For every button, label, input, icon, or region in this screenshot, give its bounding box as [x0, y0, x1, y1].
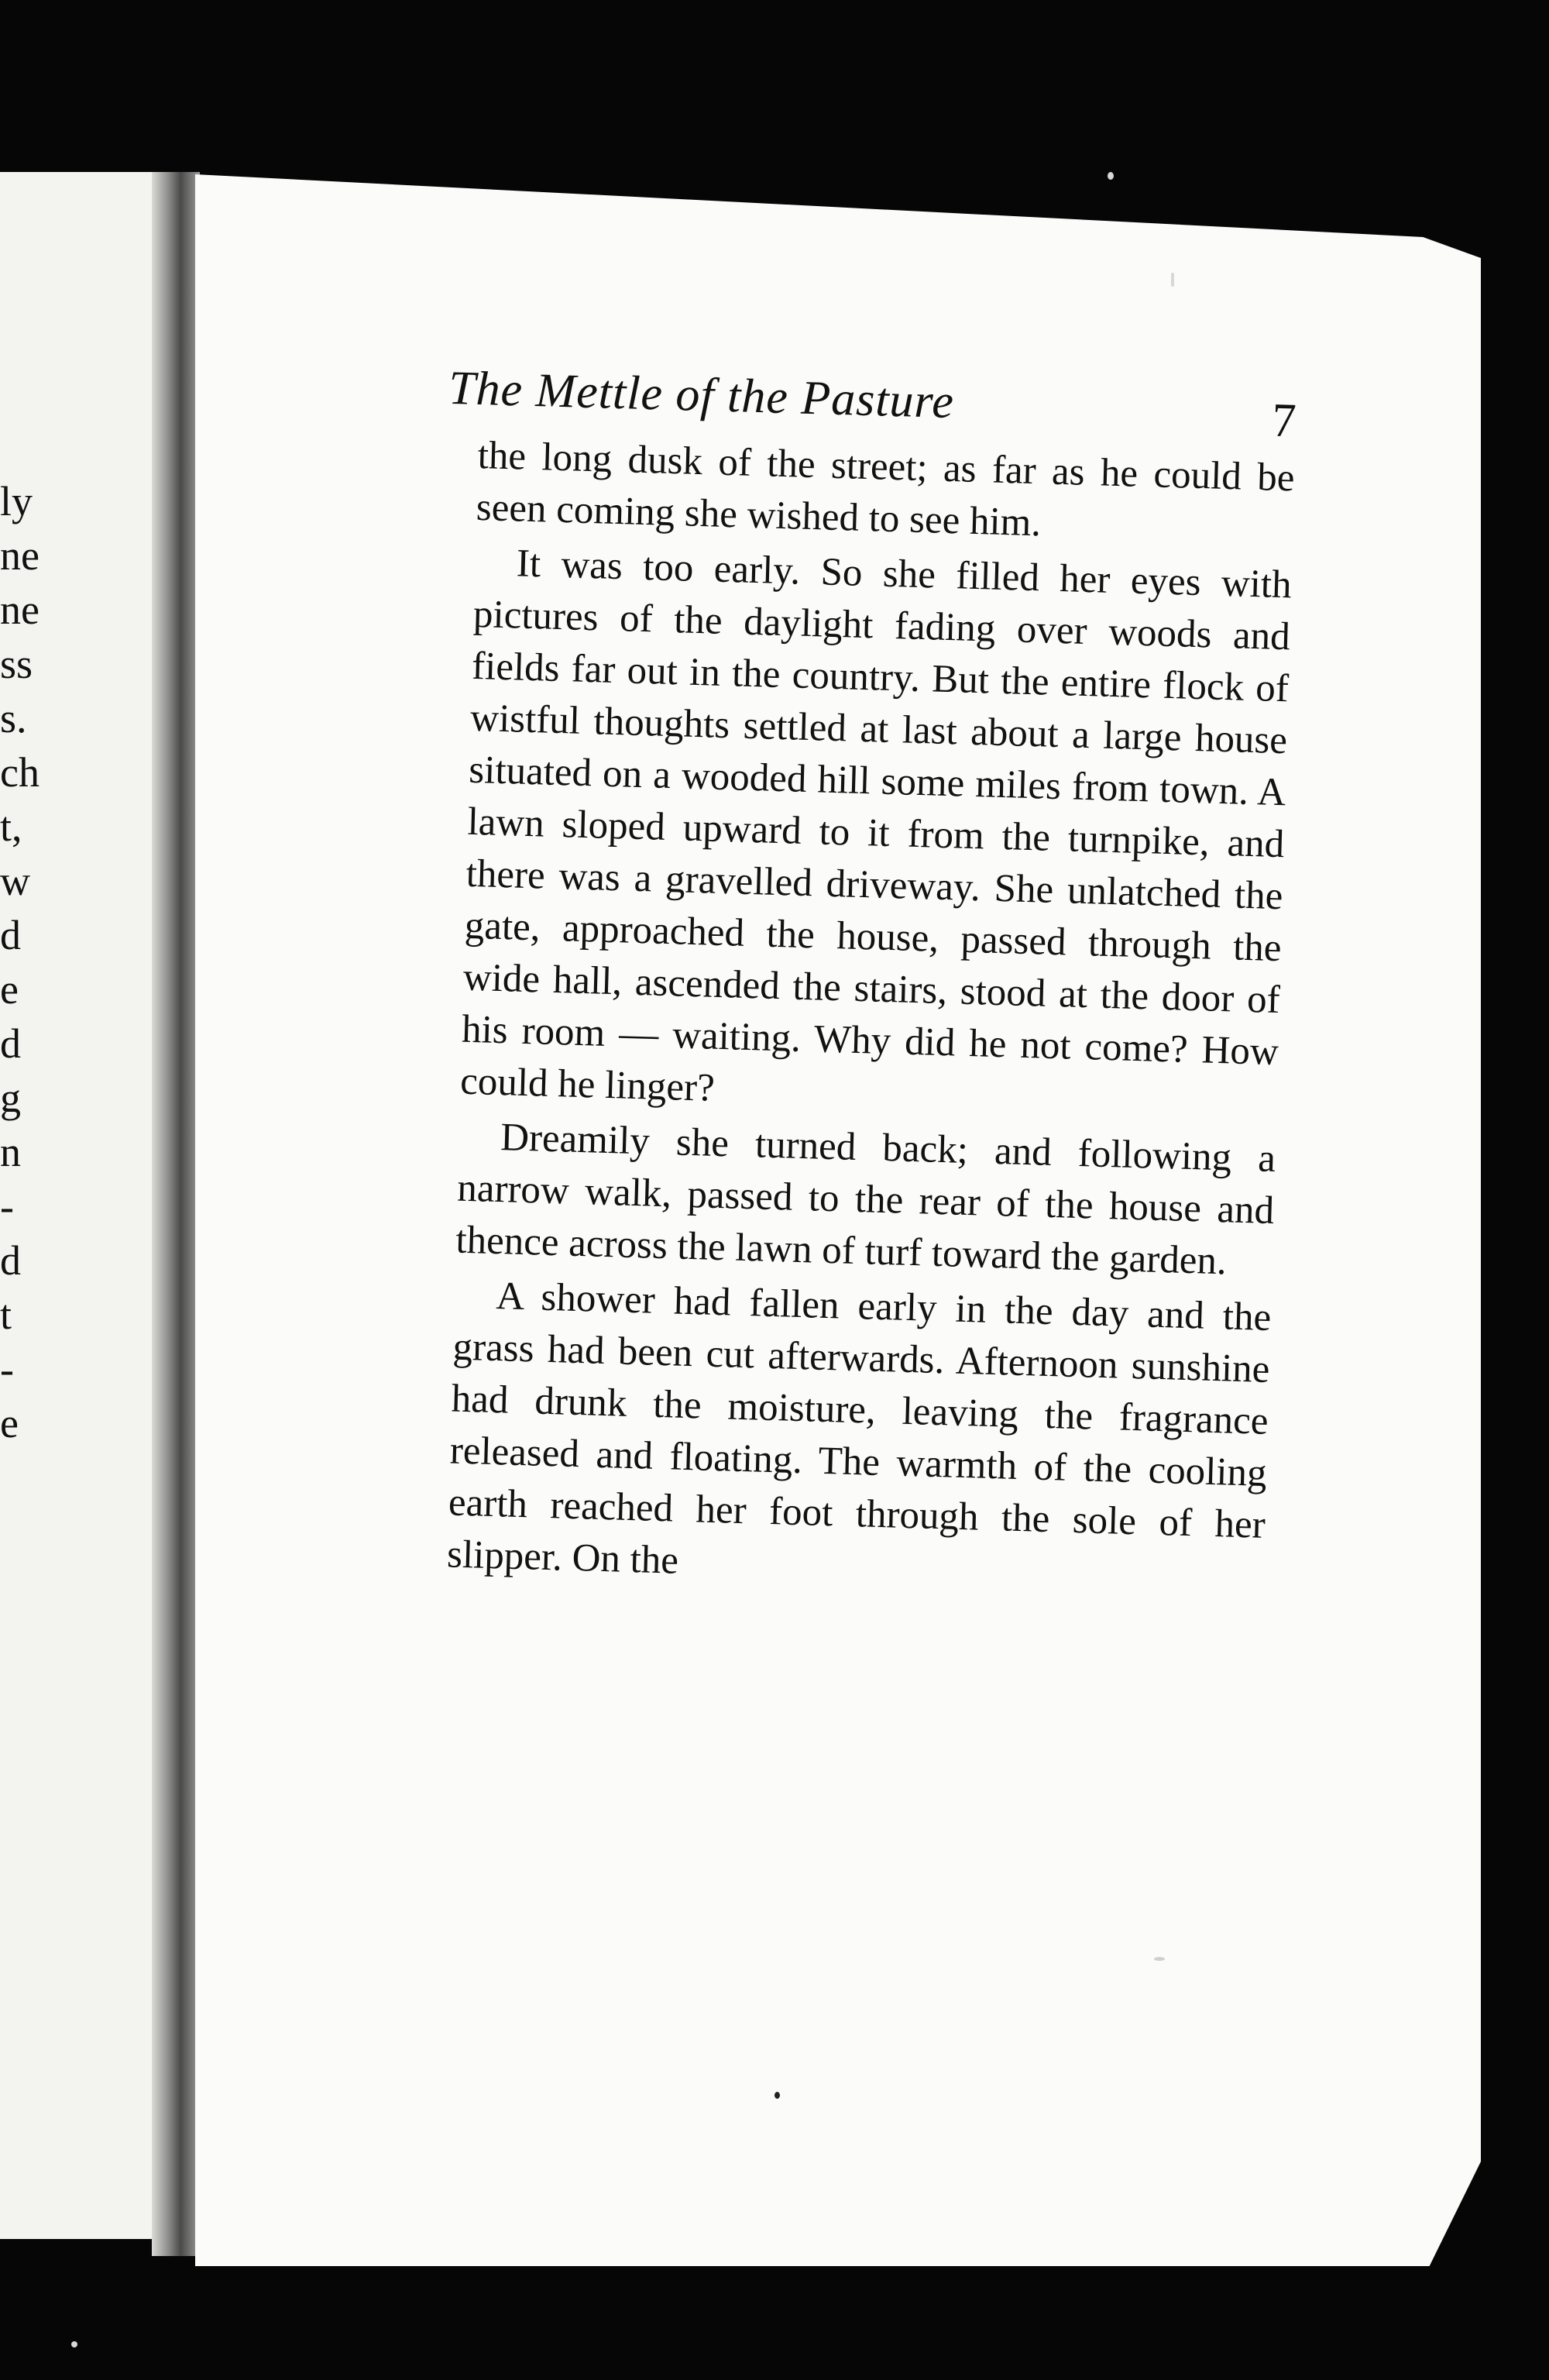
left-page-fragment: t — [0, 1291, 12, 1338]
page-number: 7 — [1271, 394, 1297, 448]
left-page-fragment: s. — [0, 695, 27, 741]
dust-speck — [774, 2092, 780, 2099]
left-page-fragment: d — [0, 912, 21, 958]
dust-speck — [1108, 172, 1114, 180]
dust-speck — [71, 2341, 77, 2347]
paragraph: Dreamily she turned back; and following a narrow walk, passed to the rear of the house and thence across the lawn of turf toward the garden. — [455, 1116, 1276, 1284]
left-page-fragment: ss — [0, 641, 33, 687]
left-page-fragment: d — [0, 1020, 21, 1067]
paragraph: It was too early. So she filled her eyes with pictures of the daylight fading over woods and fields far out in the country. But the entire flock of wistful thoughts settled at last about a large house situated on a wooded hill some miles from town. A lawn sloped upward to it from the turnpike, and there was a gravelled driveway. She unlatched the gate, approached the house, passed through the wide hall, ascended the stairs, stood at the door of his room — waiting. Why did he not come? How could he linger? — [459, 542, 1293, 1110]
dust-speck — [1154, 1957, 1165, 1961]
left-facing-page — [0, 172, 155, 2239]
dust-speck — [1171, 273, 1174, 287]
left-page-fragment: d — [0, 1237, 21, 1284]
left-page-fragment: ne — [0, 532, 39, 579]
left-page-fragment: - — [0, 1183, 14, 1230]
running-title: The Mettle of the Pasture — [448, 361, 955, 429]
left-page-fragment: g — [0, 1075, 21, 1121]
left-page-fragment: - — [0, 1346, 14, 1392]
left-page-fragment: ch — [0, 749, 39, 796]
left-page-fragment: w — [0, 858, 30, 904]
paragraph: A shower had fallen early in the day and the grass had been cut afterwards. Afternoon sunshine had drunk the moisture, leaving the fragrance released and floating. The warmth of the cooling earth reached her foot through the sole of her slipper. On the — [446, 1274, 1272, 1583]
left-page-fragment: e — [0, 1400, 19, 1446]
left-page-fragment: e — [0, 966, 19, 1013]
body-text — [446, 430, 1295, 1604]
book-gutter-shadow — [152, 172, 200, 2256]
left-page-fragment: ly — [0, 478, 33, 524]
left-page-fragment: n — [0, 1129, 21, 1175]
page-text-block — [446, 361, 1297, 1604]
left-page-fragment: ne — [0, 586, 39, 633]
left-page-fragment: t, — [0, 803, 22, 850]
paragraph: the long dusk of the street; as far as he could be seen coming she wished to see him. — [476, 433, 1296, 545]
